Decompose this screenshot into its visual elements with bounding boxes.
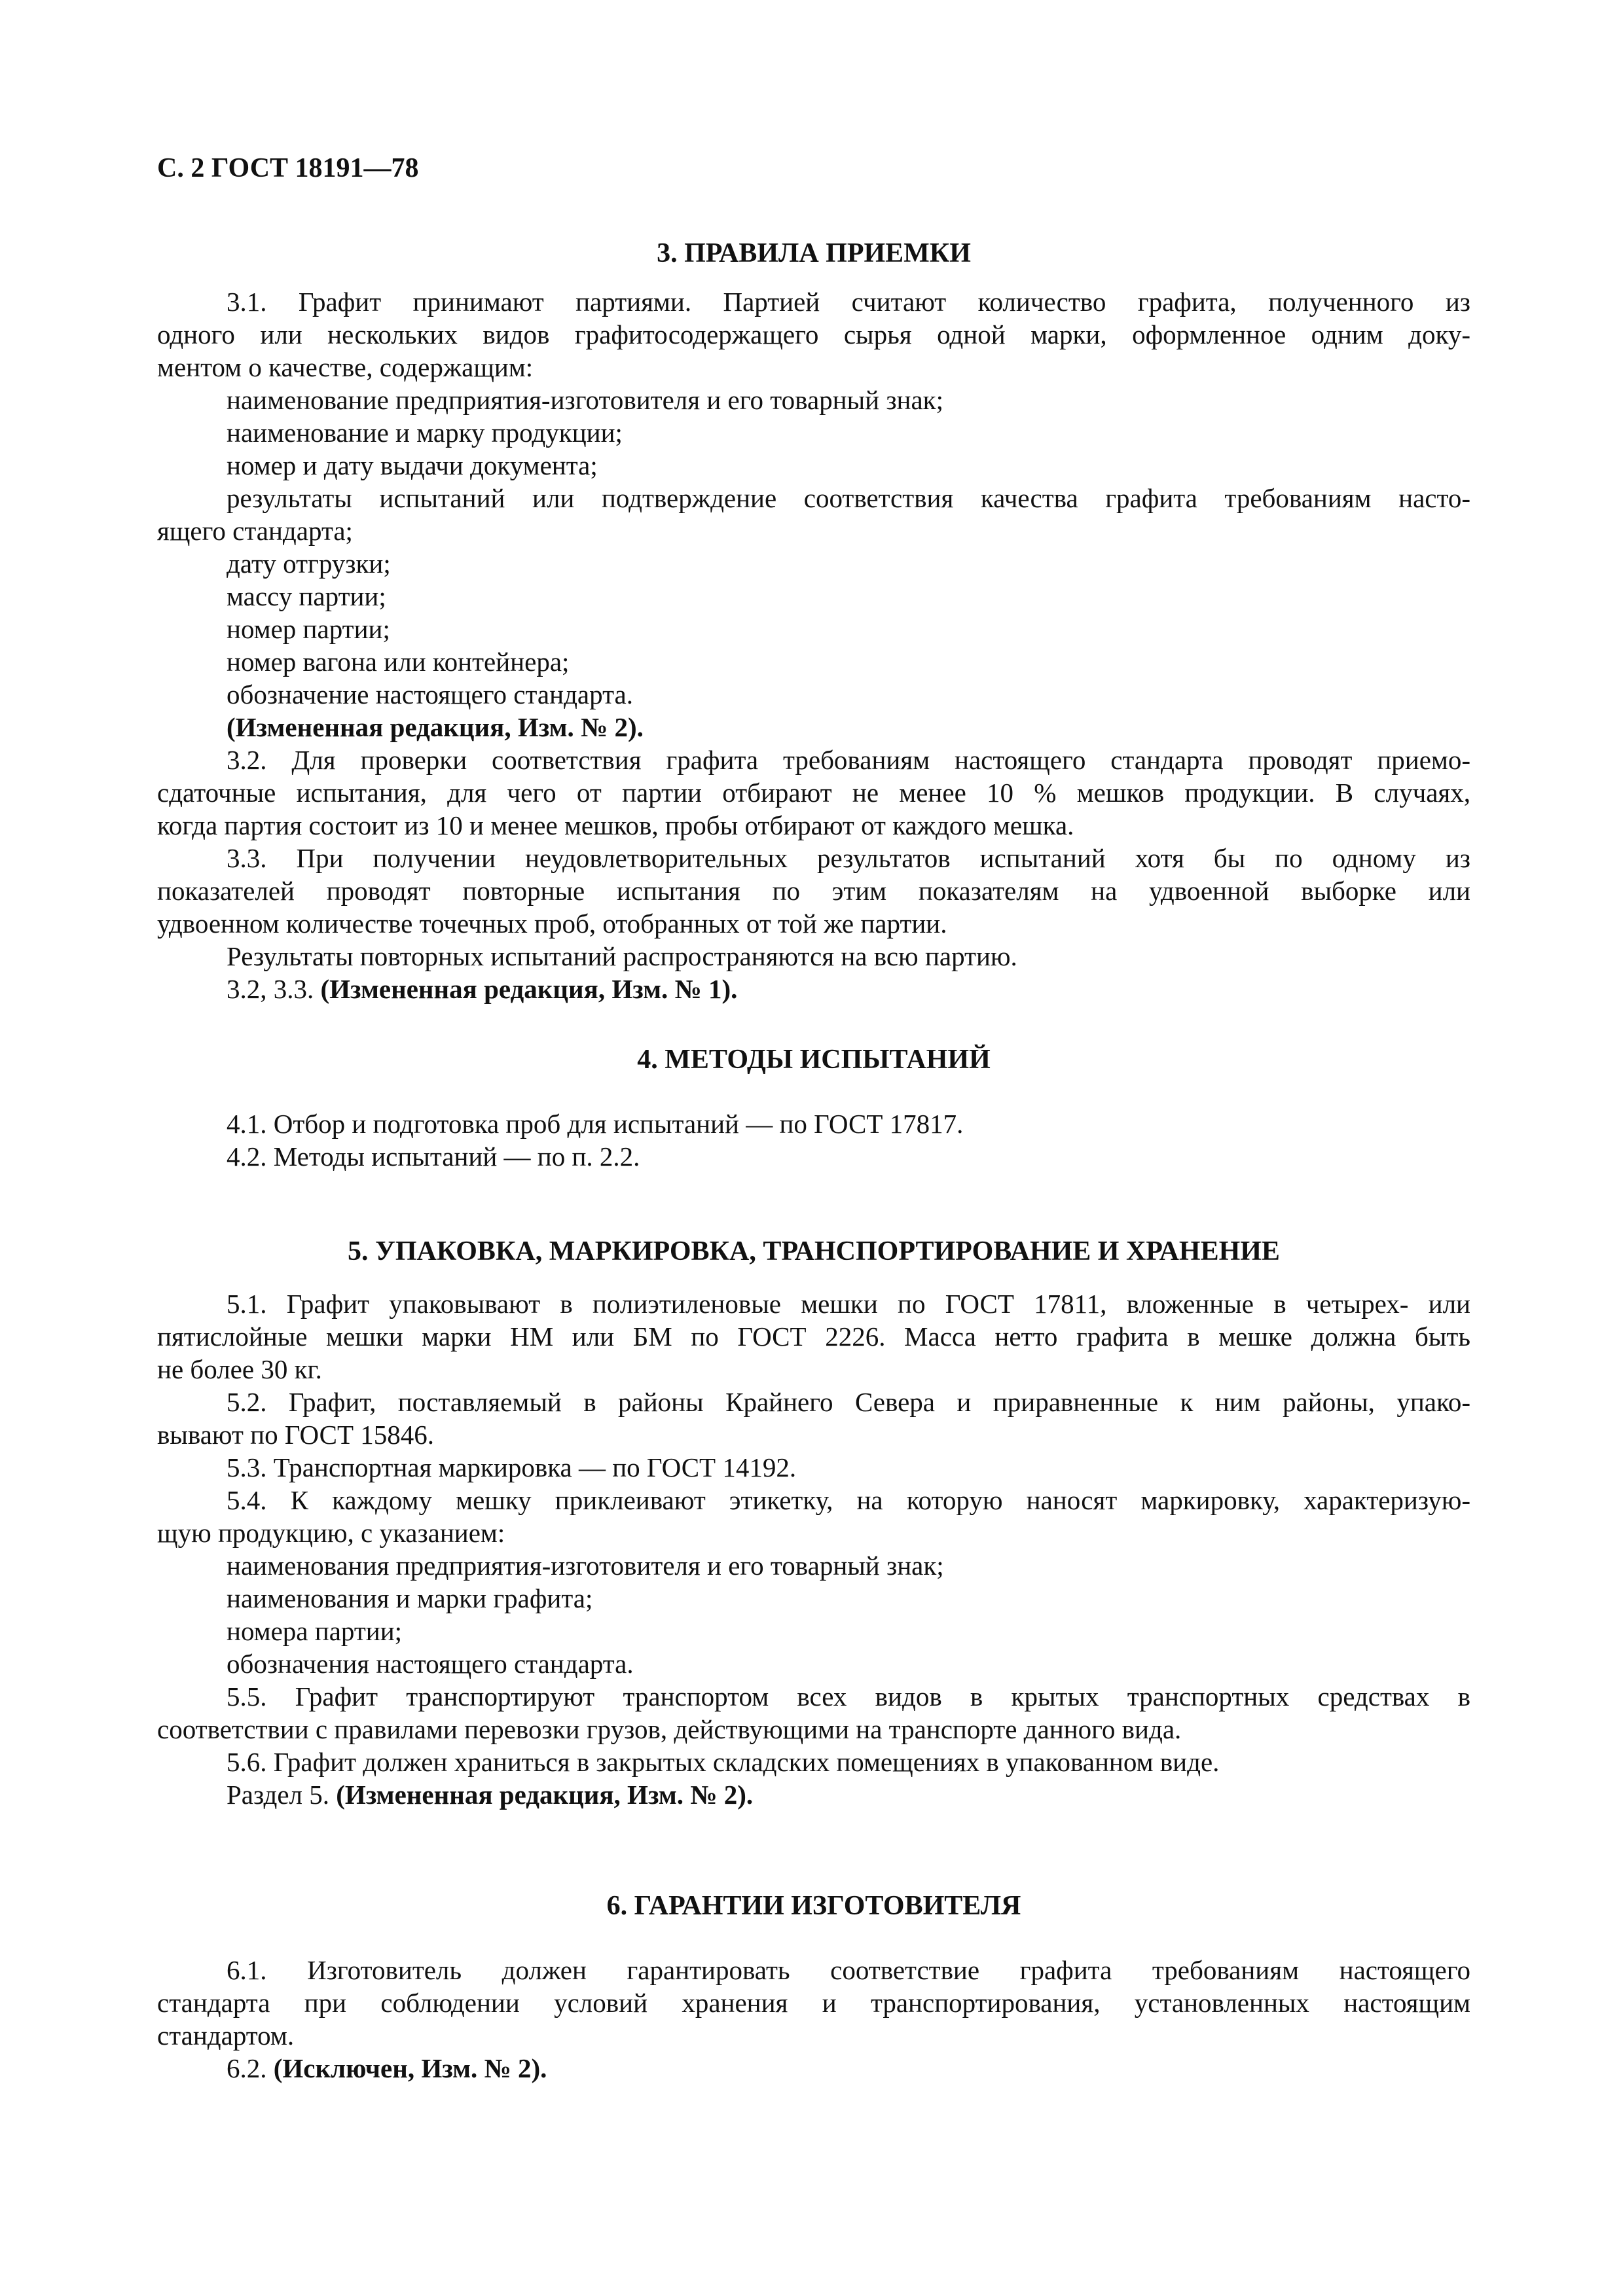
list-item: обозначение настоящего стандарта. <box>227 679 633 709</box>
amendment-text: (Измененная редакция, Изм. № 2). <box>336 1780 754 1810</box>
text-line: вывают по ГОСТ 15846. <box>157 1420 435 1450</box>
text-line: стандарта при соблюдении условий хранения и транспортирования, установленных настоящим <box>157 1988 1470 2018</box>
text-line: 5.2. Графит, поставляемый в районы Крайнего Севера и приравненные к ним районы, упако- <box>227 1387 1470 1417</box>
paragraph-5-4 <box>157 1484 1470 1549</box>
section-6-title: 6. ГАРАНТИИ ИЗГОТОВИТЕЛЯ <box>606 1891 1021 1921</box>
paragraph-number: 6.2. <box>227 2053 267 2083</box>
paragraph-3-1 <box>157 285 1470 384</box>
paragraph-5-1 <box>157 1287 1470 1386</box>
section-6 <box>157 1890 1470 2085</box>
list-item: дату отгрузки; <box>227 548 391 579</box>
section-3 <box>157 237 1470 1005</box>
paragraph-5-5 <box>157 1680 1470 1746</box>
paragraph-5-2 <box>157 1386 1470 1451</box>
text-line: показателей проводят повторные испытания по этим показателям на удвоенной выборке или <box>157 876 1470 906</box>
list-item: номер партии; <box>227 614 390 644</box>
section-3-title: 3. ПРАВИЛА ПРИЕМКИ <box>657 238 971 268</box>
paragraph-4-1: 4.1. Отбор и подготовка проб для испытаний — по ГОСТ 17817. <box>227 1109 964 1139</box>
text-line: 3.1. Графит принимают партиями. Партией считают количество графита, полученного из <box>227 287 1470 317</box>
list-item: наименования предприятия-изготовителя и его товарный знак; <box>227 1551 944 1581</box>
list-item: массу партии; <box>227 581 386 611</box>
paragraph-4-2: 4.2. Методы испытаний — по п. 2.2. <box>227 1141 640 1172</box>
section-5 <box>157 1235 1470 1811</box>
text-line: 5.5. Графит транспортируют транспортом всех видов в крытых транспортных средствах в <box>227 1681 1470 1712</box>
list-item: обозначения настоящего стандарта. <box>227 1649 634 1679</box>
text-line: 3.2. Для проверки соответствия графита требованиям настоящего стандарта проводят приемо- <box>227 745 1470 775</box>
section-4-body <box>157 1107 1470 1173</box>
amendment-ref: 3.2, 3.3. <box>227 974 314 1004</box>
marking-list <box>157 1549 1470 1680</box>
text-line: соответствии с правилами перевозки грузов, действующими на транспорте данного вида. <box>157 1714 1182 1744</box>
amendment-note: (Измененная редакция, Изм. № 2). <box>227 712 644 742</box>
text-line: Результаты повторных испытаний распространяются на всю партию. <box>227 941 1017 971</box>
text-line: 3.3. При получении неудовлетворительных результатов испытаний хотя бы по одному из <box>227 843 1470 873</box>
amendment-note <box>157 1778 1470 1811</box>
documentation-list <box>157 384 1470 711</box>
list-item: наименование предприятия-изготовителя и его товарный знак; <box>227 385 943 415</box>
paragraph-6-2 <box>157 2052 1470 2085</box>
list-item: наименование и марку продукции; <box>227 418 623 448</box>
paragraph-3-2 <box>157 744 1470 842</box>
page-header: С. 2 ГОСТ 18191—78 <box>157 153 419 183</box>
amendment-text: (Измененная редакция, Изм. № 1). <box>320 974 738 1004</box>
paragraph-5-6: 5.6. Графит должен храниться в закрытых складских помещениях в упакованном виде. <box>227 1747 1220 1777</box>
section-4 <box>157 1043 1470 1173</box>
section-5-title: 5. УПАКОВКА, МАРКИРОВКА, ТРАНСПОРТИРОВАНИЕ И ХРАНЕНИЕ <box>348 1236 1280 1266</box>
text-line: удвоенном количестве точечных проб, отобранных от той же партии. <box>157 908 947 939</box>
text-line: пятислойные мешки марки НМ или БМ по ГОСТ 2226. Масса нетто графита в мешке должна быть <box>157 1321 1470 1352</box>
text-line: 6.1. Изготовитель должен гарантировать соответствие графита требованиям настоящего <box>227 1955 1470 1985</box>
text-line: когда партия состоит из 10 и менее мешков, пробы отбирают от каждого мешка. <box>157 810 1074 840</box>
amendment-text: (Исключен, Изм. № 2). <box>273 2053 547 2083</box>
text-line: 5.1. Графит упаковывают в полиэтиленовые мешки по ГОСТ 17811, вложенные в четырех- или <box>227 1289 1470 1319</box>
amendment-ref: Раздел 5. <box>227 1780 329 1810</box>
text-line: одного или нескольких видов графитосодержащего сырья одной марки, оформленное одним доку- <box>157 319 1470 350</box>
list-item: наименования и марки графита; <box>227 1583 593 1613</box>
text-line: не более 30 кг. <box>157 1354 322 1384</box>
text-line: стандартом. <box>157 2020 295 2051</box>
paragraph-6-1 <box>157 1954 1470 2052</box>
section-4-title: 4. МЕТОДЫ ИСПЫТАНИЙ <box>637 1045 991 1075</box>
list-item: номер и дату выдачи документа; <box>227 450 598 480</box>
paragraph-5-3: 5.3. Транспортная маркировка — по ГОСТ 14192. <box>227 1452 797 1482</box>
text-line: ментом о качестве, содержащим: <box>157 352 534 382</box>
list-item: номера партии; <box>227 1616 403 1646</box>
text-line: 5.4. К каждому мешку приклеивают этикетку, на которую наносят маркировку, характеризую- <box>227 1485 1470 1515</box>
list-item: ящего стандарта; <box>157 516 353 546</box>
list-item: результаты испытаний или подтверждение соответствия качества графита требованиям насто- <box>227 483 1470 513</box>
text-line: сдаточные испытания, для чего от партии отбирают не менее 10 % мешков продукции. В случаях, <box>157 778 1470 808</box>
list-item: номер вагона или контейнера; <box>227 647 570 677</box>
amendment-note <box>157 973 1470 1005</box>
text-line: щую продукцию, с указанием: <box>157 1518 505 1548</box>
paragraph-3-3 <box>157 842 1470 973</box>
